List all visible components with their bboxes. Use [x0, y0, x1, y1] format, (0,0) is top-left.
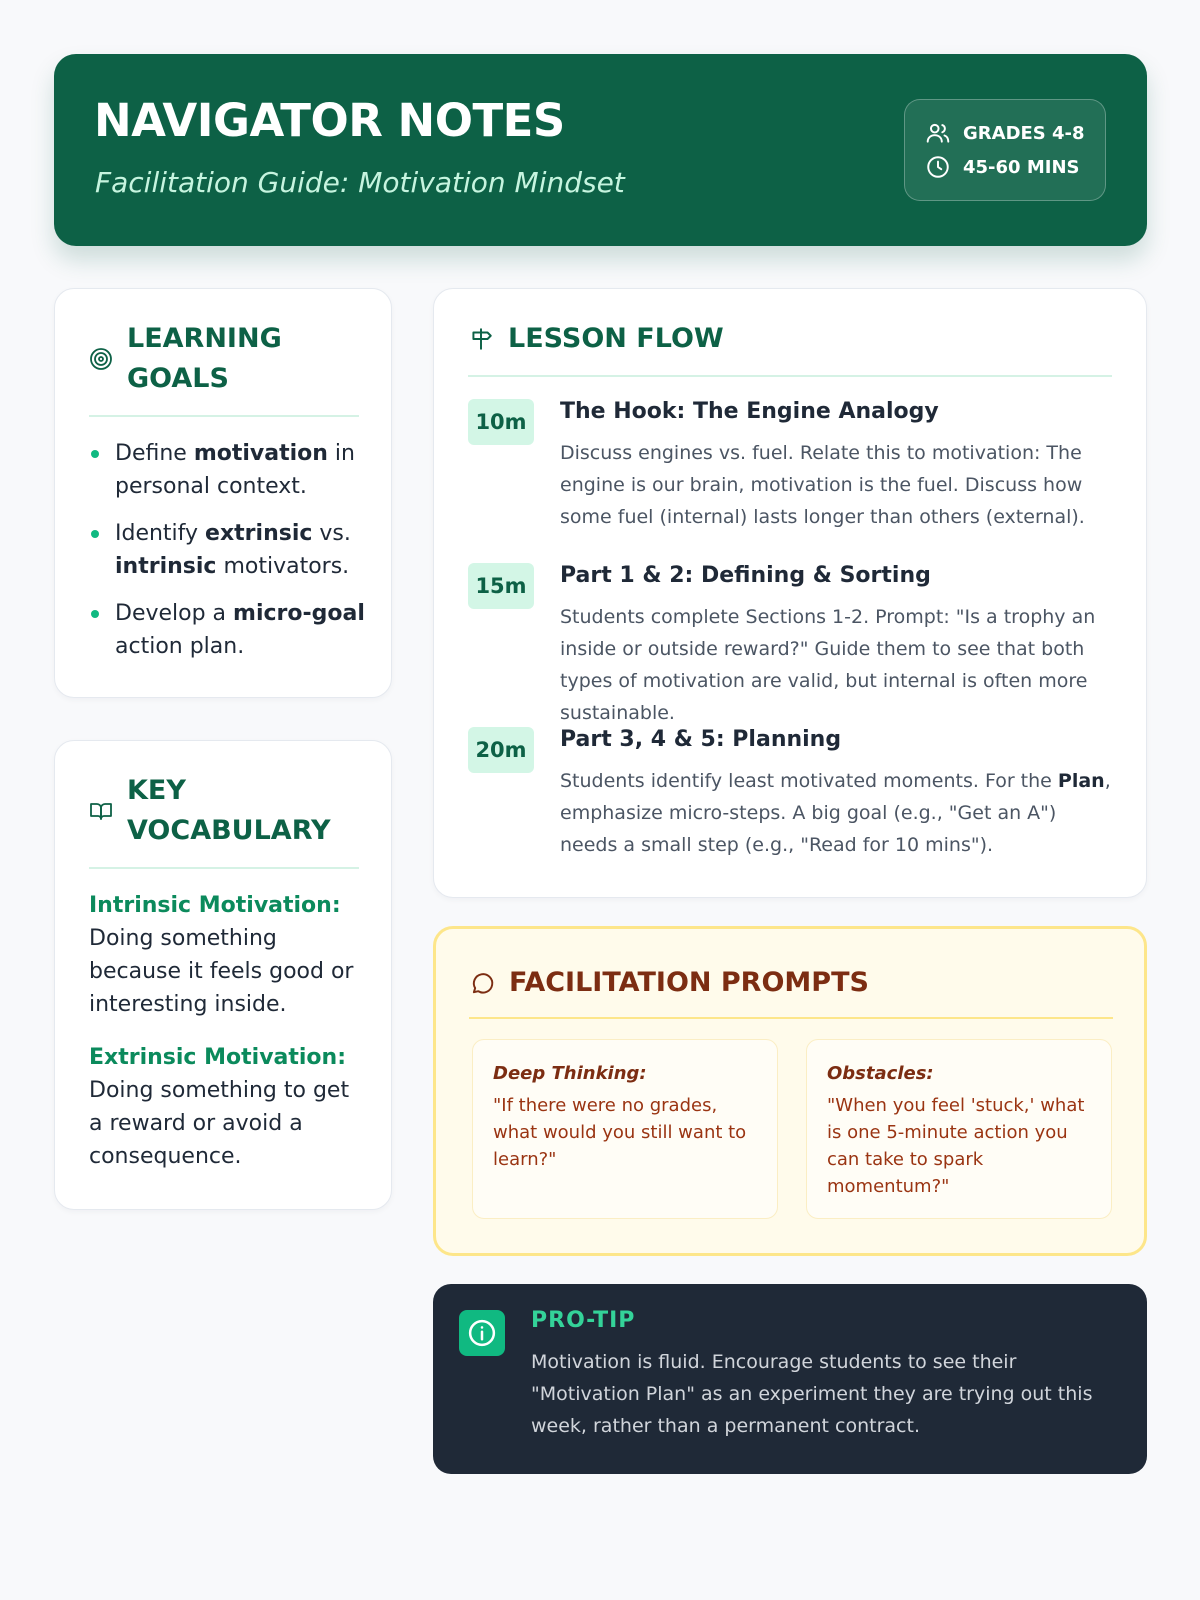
lesson-flow-card [433, 288, 1147, 898]
pro-tip-text: Motivation is fluid. Encourage students to see their "Motivation Plan" as an experiment they are trying out this week, rather than a permanent contract. [531, 1351, 1093, 1437]
step-title: Part 3, 4 & 5: Planning [560, 727, 842, 752]
bullet-icon [91, 610, 99, 618]
goal-keyword: extrinsic [205, 521, 313, 546]
vocab-term [89, 889, 369, 1021]
signpost-icon [468, 326, 494, 352]
page-title: NAVIGATOR NOTES [94, 94, 565, 147]
lesson-flow-heading [468, 319, 724, 359]
step-desc-keyword: Plan [1057, 770, 1105, 792]
divider [89, 867, 359, 869]
learning-goals-title-line2: GOALS [127, 363, 229, 394]
message-circle-icon [469, 970, 495, 996]
prompt-box [806, 1039, 1112, 1219]
step-desc-text: , emphasize micro-steps. A big goal (e.g., "Get an A") needs a small step (e.g., "Read for 10 mins"). [560, 770, 1111, 856]
goal-text: action plan. [115, 634, 245, 659]
prompt-text: "If there were no grades, what would you still want to learn?" [493, 1095, 747, 1170]
step-desc-text: Students identify least motivated moments. For the [560, 770, 1058, 792]
term-definition: Doing something because it feels good or interesting inside. [89, 926, 354, 1017]
header-banner [54, 54, 1147, 246]
bullet-icon [91, 450, 99, 458]
key-vocabulary-card [54, 740, 392, 1210]
step-description [560, 765, 1114, 861]
learning-goals-heading [89, 319, 282, 399]
list-item [89, 437, 369, 503]
goal-text: vs. [312, 521, 351, 546]
duration-row [925, 154, 1079, 180]
term-definition: Doing something to get a reward or avoid a consequence. [89, 1078, 350, 1169]
facilitation-prompts-card [433, 926, 1147, 1256]
prompt-label: Deep Thinking: [493, 1063, 647, 1084]
goal-text: Identify [115, 521, 206, 546]
vocabulary-title-line1: KEY [127, 775, 186, 806]
divider [469, 1017, 1113, 1019]
learning-goals-title-line1: LEARNING [127, 323, 282, 354]
divider [89, 415, 359, 417]
time-badge: 20m [468, 727, 534, 773]
divider [468, 375, 1112, 377]
prompt-text: "When you feel 'stuck,' what is one 5-minute action you can take to spark momentum?" [827, 1095, 1085, 1197]
grades-label: GRADES 4-8 [963, 122, 1085, 144]
pro-tip-card [433, 1284, 1147, 1474]
step-title: Part 1 & 2: Defining & Sorting [560, 563, 931, 588]
step-description: Students complete Sections 1-2. Prompt: "Is a trophy an inside or outside reward?" Guide them to see that both types of motivation are valid, but internal is often more sustainable. [560, 606, 1096, 724]
list-item [89, 517, 369, 583]
users-icon [925, 120, 951, 146]
pro-tip-title: PRO-TIP [531, 1308, 636, 1333]
prompts-heading [469, 963, 869, 1003]
time-badge: 10m [468, 399, 534, 445]
goal-keyword: micro-goal [233, 601, 365, 626]
step-title: The Hook: The Engine Analogy [560, 399, 939, 424]
goal-text: motivators. [216, 554, 350, 579]
info-icon-badge [459, 1310, 505, 1356]
vocabulary-heading [89, 771, 331, 851]
book-open-icon [89, 799, 113, 823]
bullet-icon [91, 530, 99, 538]
goal-keyword: motivation [193, 441, 328, 466]
goal-text: in personal context. [115, 441, 355, 499]
prompts-title: FACILITATION PROMPTS [509, 967, 869, 998]
goal-text: Develop a [115, 601, 234, 626]
goals-list [89, 437, 369, 677]
prompt-box [472, 1039, 778, 1219]
term-name: Extrinsic Motivation: [89, 1045, 347, 1070]
vocabulary-title-line2: VOCABULARY [127, 815, 331, 846]
clock-icon [925, 154, 951, 180]
lesson-flow-title: LESSON FLOW [508, 323, 724, 354]
vocab-term [89, 1041, 369, 1173]
goal-text: Define [115, 441, 194, 466]
step-description: Discuss engines vs. fuel. Relate this to motivation: The engine is our brain, motivation is the fuel. Discuss how some fuel (internal) lasts longer than others (external). [560, 442, 1085, 528]
goal-keyword: intrinsic [115, 554, 217, 579]
grades-row [925, 120, 1085, 146]
meta-info-box [904, 99, 1106, 201]
prompt-label: Obstacles: [827, 1063, 934, 1084]
term-name: Intrinsic Motivation: [89, 893, 341, 918]
time-badge: 15m [468, 563, 534, 609]
page-subtitle: Facilitation Guide: Motivation Mindset [95, 166, 625, 199]
target-icon [89, 347, 113, 371]
list-item [89, 597, 369, 663]
info-icon [467, 1318, 497, 1348]
duration-label: 45-60 MINS [963, 156, 1080, 178]
learning-goals-card [54, 288, 392, 698]
